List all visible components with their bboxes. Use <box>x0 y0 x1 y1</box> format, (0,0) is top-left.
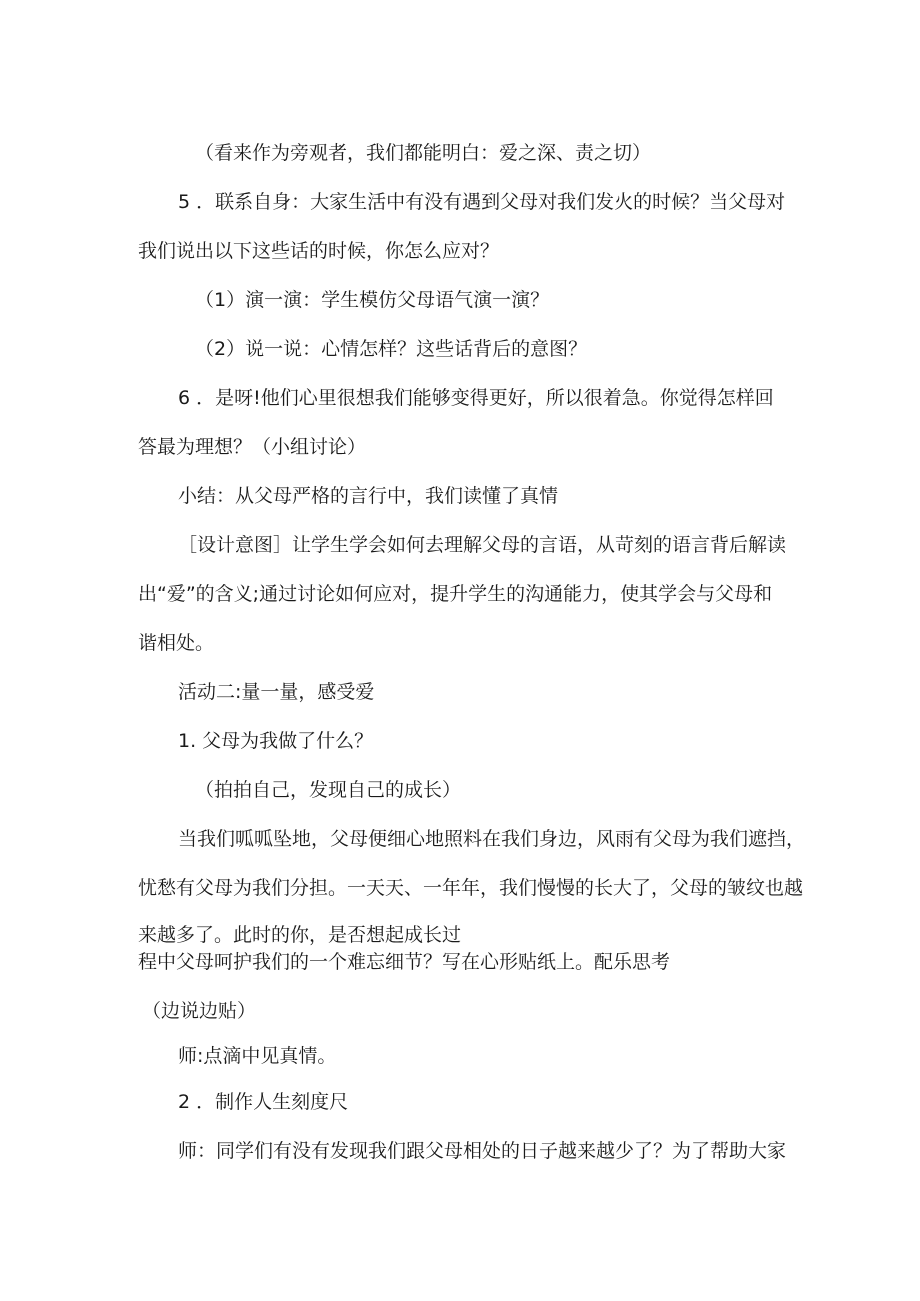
text-line-5: （2）说一说：心情怎样？这些话背后的意图？ <box>195 338 588 360</box>
text-line-7: 答最为理想？（小组讨论） <box>138 436 367 458</box>
text-line-22: 师：同学们有没有发现我们跟父母相处的日子越来越少了？为了帮助大家 <box>178 1140 787 1162</box>
text-line-2: 5 ．联系自身：大家生活中有没有遇到父母对我们发火的时候？当父母对 <box>178 191 786 213</box>
text-line-18: 程中父母呵护我们的一个难忘细节？写在心形贴纸上。配乐思考 <box>138 951 671 973</box>
text-line-10: 出“爱”的含义;通过讨论如何应对，提升学生的沟通能力，使其学会与父母和 <box>138 583 773 605</box>
text-line-6: 6 ．是呀!他们心里很想我们能够变得更好，所以很着急。你觉得怎样回 <box>178 387 774 409</box>
text-line-12: 活动二:量一量，感受爱 <box>178 681 375 703</box>
text-line-3: 我们说出以下这些话的时候，你怎么应对？ <box>138 240 500 262</box>
text-line-20: 师:点滴中见真情。 <box>178 1045 337 1067</box>
text-line-21: 2 ．制作人生刻度尺 <box>178 1091 349 1113</box>
text-line-19: （边说边贴） <box>142 1000 257 1022</box>
text-line-17: 来越多了。此时的你，是否想起成长过 <box>138 924 462 946</box>
text-line-11: 谐相处。 <box>138 632 215 654</box>
text-line-1: （看来作为旁观者，我们都能明白：爱之深、责之切） <box>195 142 652 164</box>
text-line-13: 1. 父母为我做了什么？ <box>178 730 374 752</box>
text-line-9: ［设计意图］让学生学会如何去理解父母的言语，从苛刻的语言背后解读 <box>178 534 787 556</box>
text-line-8: 小结：从父母严格的言行中，我们读懂了真情 <box>178 485 559 507</box>
text-line-15: 当我们呱呱坠地，父母便细心地照料在我们身边，风雨有父母为我们遮挡， <box>178 828 806 850</box>
text-line-16: 忧愁有父母为我们分担。一天天、一年年，我们慢慢的长大了，父母的皱纹也越 <box>138 877 804 899</box>
text-line-4: （1）演一演：学生模仿父母语气演一演？ <box>195 289 550 311</box>
text-line-14: （拍拍自己，发现自己的成长） <box>195 779 462 801</box>
